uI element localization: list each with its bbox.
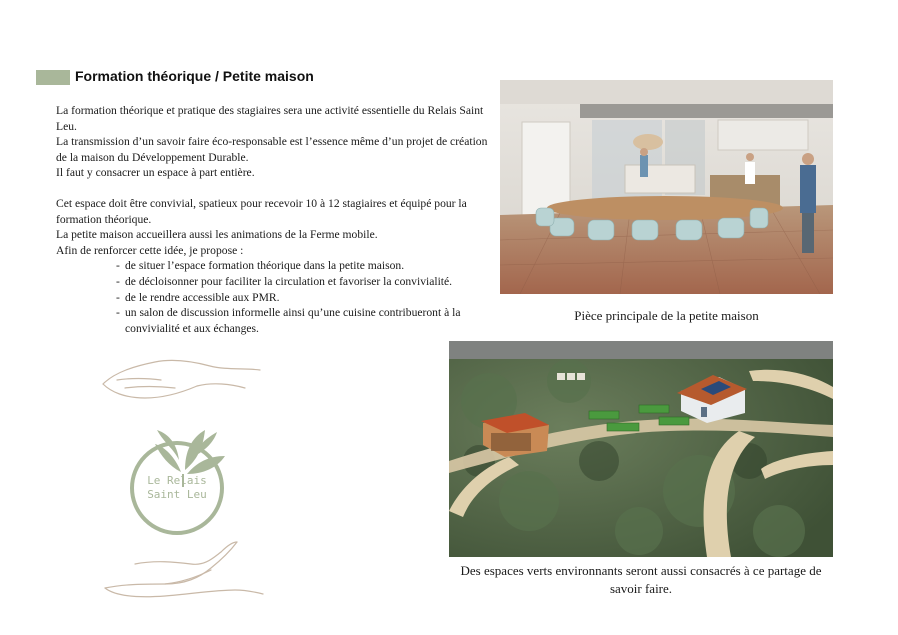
interior-caption: Pièce principale de la petite maison [574, 308, 759, 323]
proposal-list [56, 258, 496, 336]
intro-paragraph: La formation théorique et pratique des stagiaires sera une activité essentielle du Relais Saint Leu. [56, 104, 484, 133]
interior-render-image [500, 80, 833, 294]
body-paragraph: La petite maison accueillera aussi les animations de la Ferme mobile. [56, 228, 378, 242]
body-paragraph: Cet espace doit être convivial, spatieux pour recevoir 10 à 12 stagiaires et équipé pour la formation théorique. [56, 196, 467, 226]
logo-line-1: Le Relais [147, 474, 207, 487]
body-paragraph: Afin de renforcer cette idée, je propose : [56, 243, 244, 257]
body-text [56, 103, 496, 336]
logo-line-2: Saint Leu [147, 488, 207, 501]
section-heading: Formation théorique / Petite maison [75, 68, 314, 84]
proposal-item: - un salon de discussion informelle ainsi qu’une cuisine contribueront à la convivialité et aux échanges. [116, 305, 496, 336]
relais-saint-leu-logo [95, 352, 270, 600]
proposal-item: - de situer l’espace formation théorique dans la petite maison. [116, 258, 496, 274]
aerial-render-image [449, 341, 833, 557]
intro-paragraph: La transmission d’un savoir faire éco-responsable est l’essence même d’un projet de création de la maison du Développement Durable. [56, 135, 488, 164]
aerial-caption: Des espaces verts environnants seront aussi consacrés à ce partage de savoir faire. [460, 563, 822, 596]
proposal-item: - de décloisonner pour faciliter la circulation et favoriser la convivialité. [116, 274, 496, 290]
proposal-item: - de le rendre accessible aux PMR. [116, 290, 496, 306]
heading-accent-bar [36, 70, 70, 85]
intro-paragraph: Il faut y consacrer un espace à part entière. [56, 166, 255, 180]
